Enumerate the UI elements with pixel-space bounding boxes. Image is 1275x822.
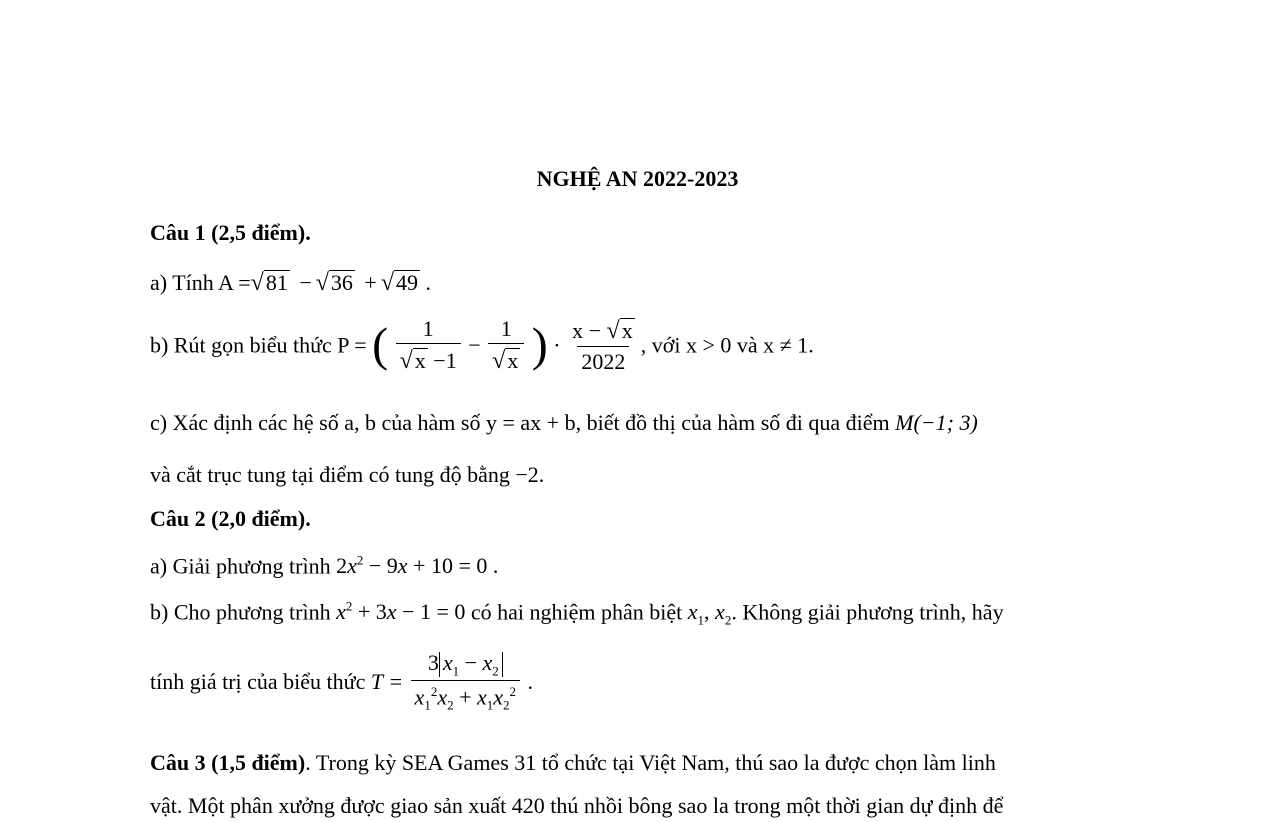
sqrt-symbol: √ bbox=[315, 270, 329, 296]
q1-b-suffix: , với bbox=[640, 332, 681, 358]
q3-text1: . Trong kỳ SEA Games 31 tổ chức tại Việt Nam, thú sao la được chọn làm linh bbox=[305, 750, 996, 775]
fraction-1-den-radicand: x bbox=[414, 348, 426, 373]
q1-a-r1: 81 bbox=[265, 270, 288, 295]
q1-c-line2-text: và cắt trục tung tại điểm có tung độ bằng bbox=[150, 462, 510, 487]
q1-c-func: y = ax + b bbox=[485, 410, 576, 435]
q2-b-line2 bbox=[150, 652, 533, 712]
q1-b bbox=[150, 318, 814, 373]
q1-c-point: M(−1; 3) bbox=[895, 410, 978, 435]
q2-a-equation: $2x^2 - 9x + 10 = 0$ . bbox=[336, 553, 499, 579]
q1-b-lhs: P = bbox=[337, 332, 367, 358]
sqrt-symbol: √ bbox=[250, 270, 264, 296]
fraction-1 bbox=[396, 318, 461, 373]
q2-a bbox=[150, 554, 498, 577]
fraction-3-den: 2022 bbox=[577, 346, 629, 373]
period: . bbox=[527, 669, 534, 695]
q3-line1 bbox=[150, 752, 996, 774]
q1-b-and: và bbox=[736, 332, 758, 358]
q1-c-line2 bbox=[150, 464, 544, 486]
fraction-2 bbox=[488, 318, 524, 373]
q2-b-line2-text: tính giá trị của biểu thức bbox=[150, 669, 366, 695]
q1-c bbox=[150, 412, 978, 434]
q1-b-cond1: x > 0 bbox=[685, 332, 732, 358]
q1-a-lhs: A = bbox=[218, 270, 251, 295]
q3-heading: Câu 3 (1,5 điểm) bbox=[150, 750, 306, 775]
fraction-2-den-radicand: x bbox=[507, 348, 519, 373]
minus-sign: − bbox=[299, 270, 312, 295]
q1-b-cond2: x ≠ 1. bbox=[763, 332, 814, 358]
q2-b-mid: có hai nghiệm phân biệt bbox=[470, 599, 683, 625]
q2-b-suffix: . Không giải phương trình, hãy bbox=[731, 599, 1004, 625]
q2-b-T: T = bbox=[370, 669, 404, 695]
q1-a-r2: 36 bbox=[330, 270, 353, 295]
fraction-2-den: √x bbox=[488, 343, 524, 373]
right-paren: ) bbox=[531, 318, 548, 372]
q1-a-prefix: a) Tính bbox=[150, 270, 214, 295]
q1-c-text2: của hàm số bbox=[381, 410, 481, 435]
q1-heading: Câu 1 (2,5 điểm). bbox=[150, 220, 311, 245]
q2-b-roots: $x_1$, $x_2$ bbox=[687, 599, 732, 628]
fraction-3-num: x − √x bbox=[572, 318, 633, 344]
q1-a: a) Tính A =√81 − √36 + √49 . bbox=[150, 270, 431, 296]
page-title: NGHỆ AN 2022-2023 bbox=[536, 166, 739, 191]
q1-c-text1: c) Xác định các hệ số bbox=[150, 410, 339, 435]
q1-c-ab: a, b bbox=[344, 410, 377, 435]
fraction-2-num: 1 bbox=[500, 316, 512, 341]
plus-sign: + bbox=[364, 270, 377, 295]
dot-operator: · bbox=[553, 332, 561, 358]
q2-b-prefix: b) Cho phương trình bbox=[150, 599, 331, 625]
q1-c-val: −2. bbox=[515, 462, 545, 487]
q2-b-equation: $x^2 + 3x - 1 = 0$ bbox=[336, 599, 466, 625]
sqrt-symbol: √ bbox=[380, 270, 394, 296]
q3-line2: vật. Một phân xưởng được giao sản xuất 420 thú nhồi bông sao la trong một thời gian dự định để bbox=[150, 793, 1004, 818]
fraction-1-den-rest: −1 bbox=[433, 348, 457, 373]
q2-b bbox=[150, 600, 1004, 627]
left-paren: ( bbox=[372, 318, 389, 372]
fraction-1-num: 1 bbox=[422, 316, 434, 341]
fraction-3 bbox=[568, 318, 639, 373]
fraction-T-den: $x_1^2x_2 + x_1x_2^2$ bbox=[411, 680, 520, 712]
q2-a-prefix: a) Giải phương trình bbox=[150, 553, 331, 579]
q1-c-text3: , biết đồ thị của hàm số đi qua điểm bbox=[575, 410, 890, 435]
q1-a-r3: 49 bbox=[396, 270, 418, 295]
fraction-T bbox=[411, 652, 520, 712]
q2-heading: Câu 2 (2,0 điểm). bbox=[150, 506, 311, 531]
q1-b-prefix: b) Rút gọn biểu thức bbox=[150, 332, 332, 358]
fraction-1-den: √x −1 bbox=[396, 343, 461, 373]
minus-sign: − bbox=[468, 332, 481, 358]
fraction-T-num: 3 $x_1 - x_2$ bbox=[424, 652, 507, 680]
